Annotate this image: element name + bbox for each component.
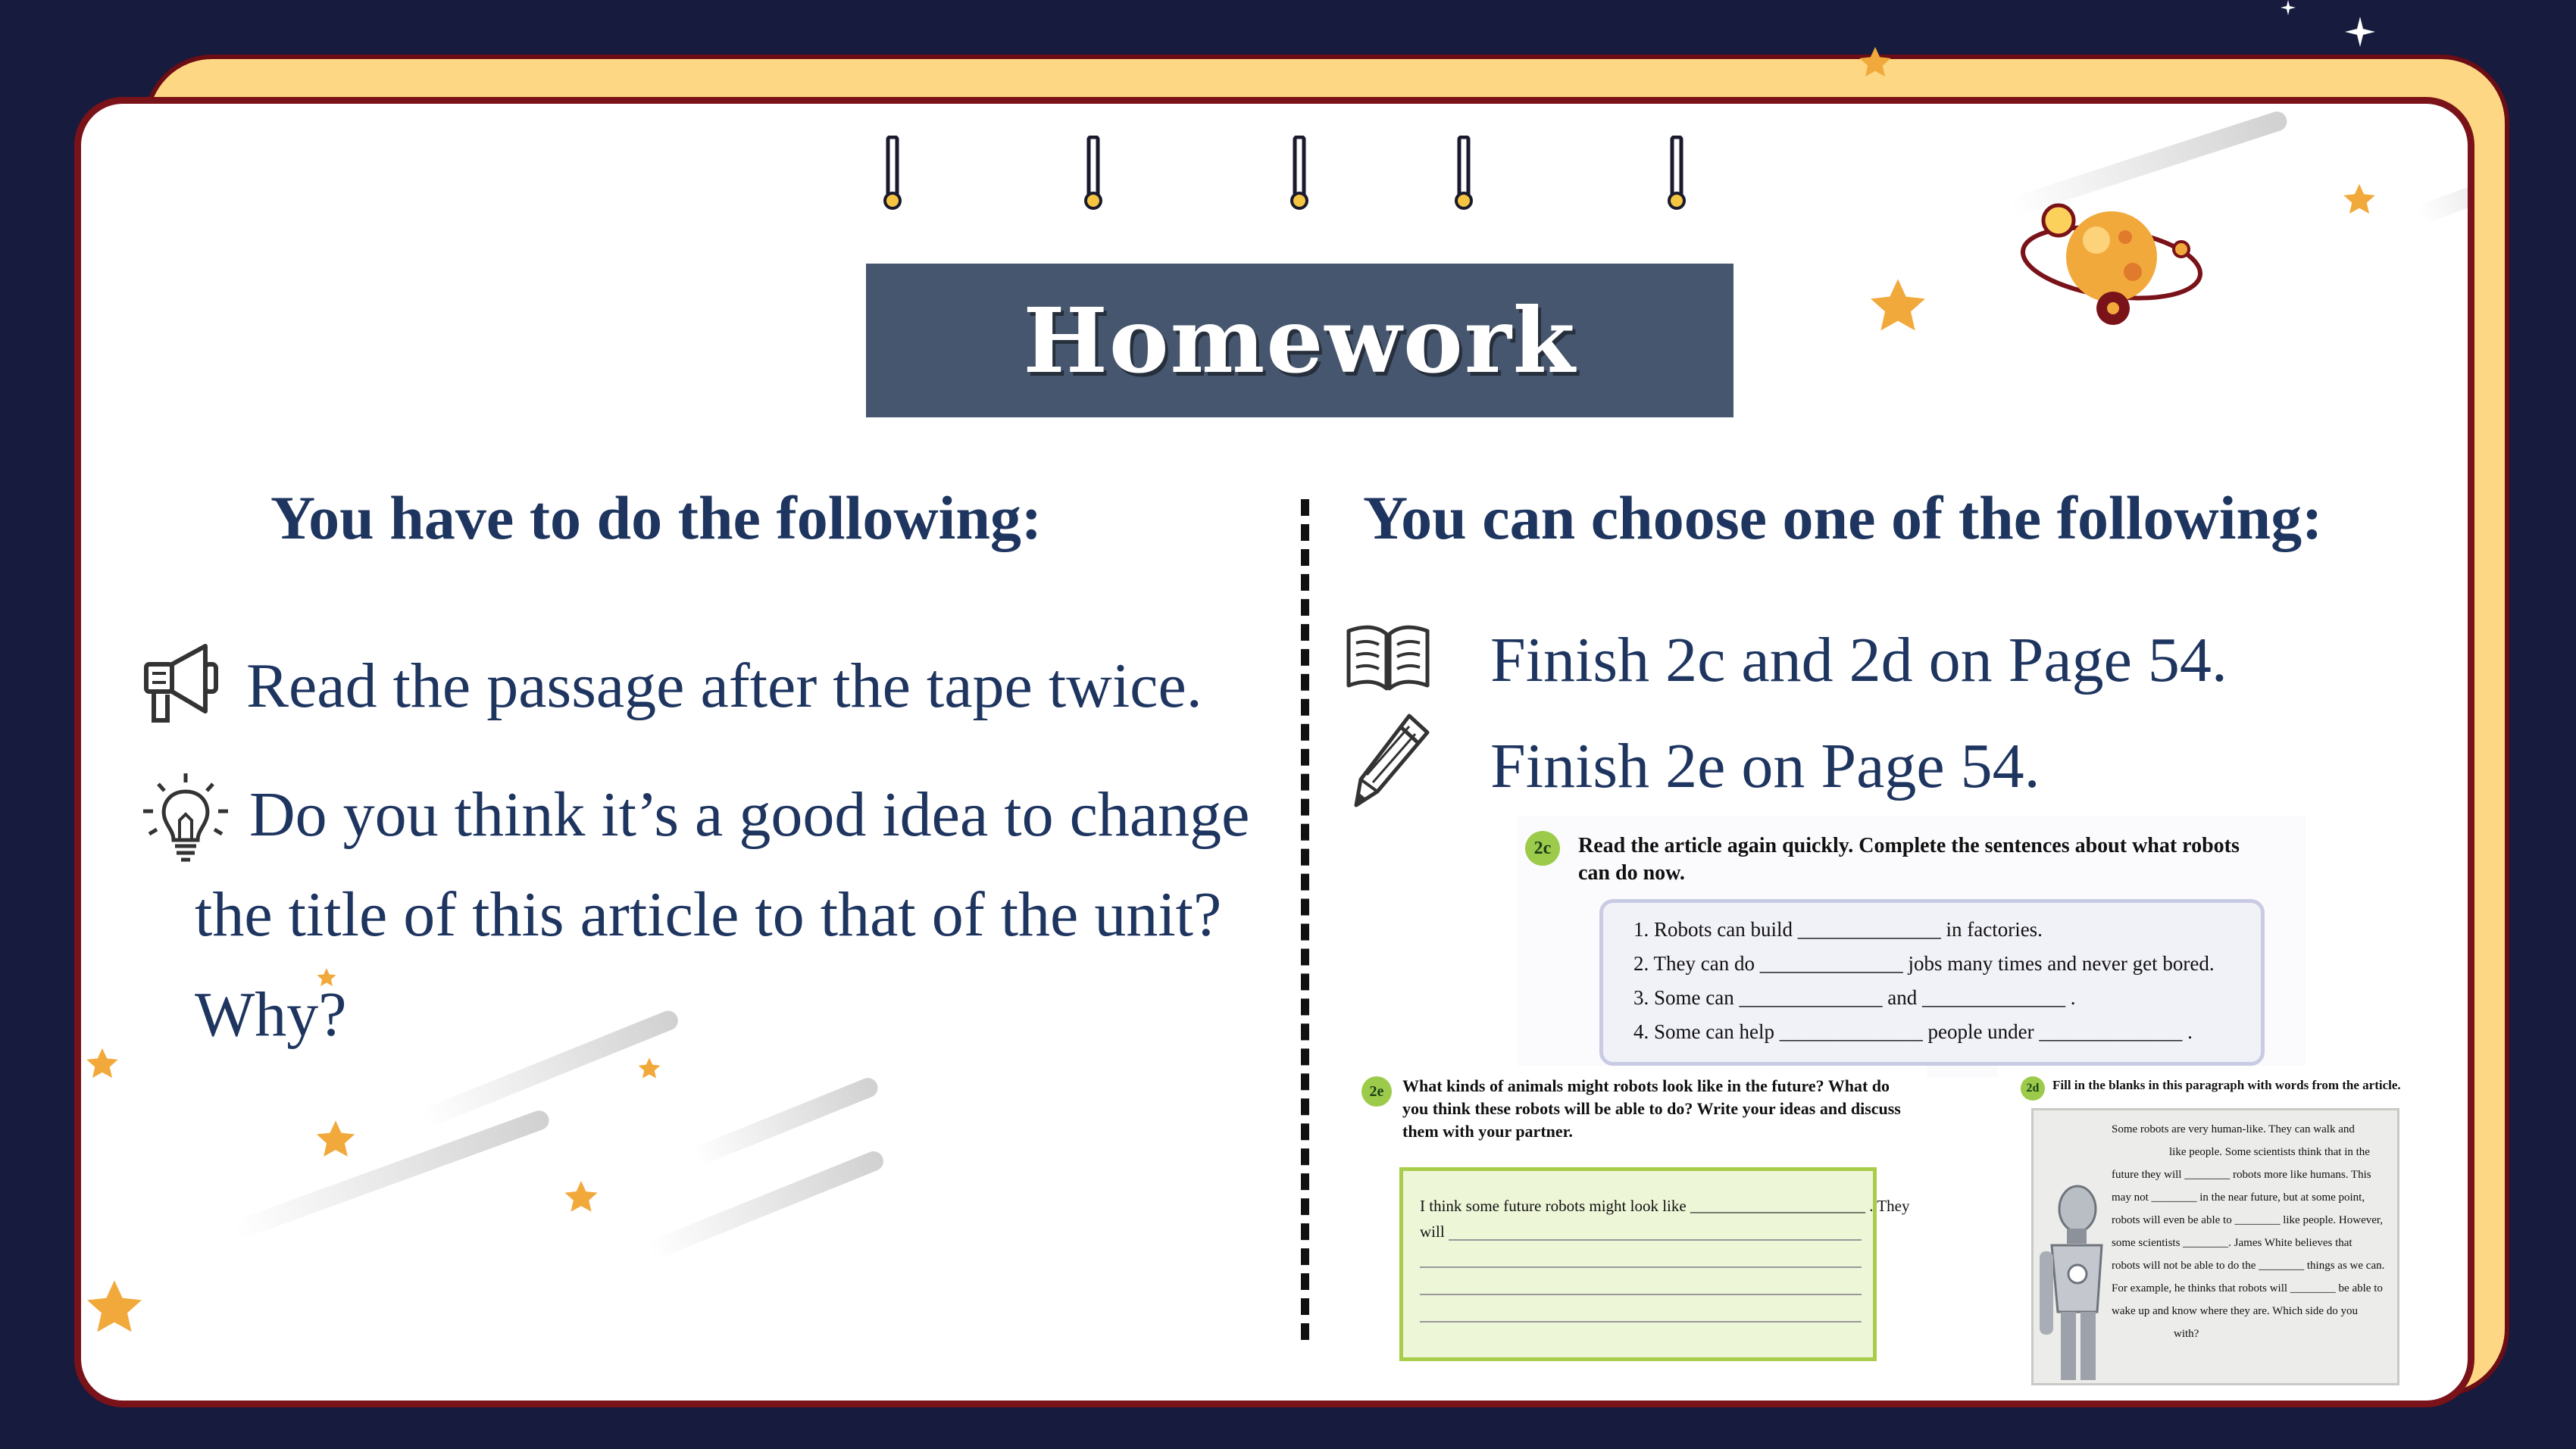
binder-ring <box>883 136 902 213</box>
worksheet-2d <box>1998 1066 2422 1391</box>
megaphone-icon <box>142 642 225 732</box>
worksheet-2d-line: robots will even be able to ________ like people. However, <box>2112 1214 2384 1226</box>
worksheet-2e-answer-box: I think some future robots might look like ______________________ . They will <box>1399 1167 1877 1361</box>
worksheet-2d-line: with? <box>2174 1328 2199 1340</box>
worksheet-2c-item: 3. Some can ______________ and ______________ . <box>1633 986 2076 1009</box>
worksheet-2d-line: robots will not be able to do the ________ things as we can. <box>2112 1260 2385 1272</box>
star-icon <box>1868 276 1928 341</box>
required-task-2-line-2: the title of this article to that of the unit? <box>195 879 1222 950</box>
title-banner <box>866 264 1733 417</box>
slide-card <box>74 97 2474 1407</box>
worksheet-2c-box <box>1599 899 2265 1066</box>
worksheet-2d-line: may not ________ in the near future, but at some point, <box>2112 1191 2365 1204</box>
lightbulb-icon <box>140 770 231 869</box>
exercise-badge: 2c <box>1525 831 1560 866</box>
binder-ring <box>1668 136 1686 213</box>
sparkle-icon <box>2281 0 2296 19</box>
right-heading: You can choose one of the following: <box>1363 483 2323 552</box>
worksheet-2c-item: 2. They can do ______________ jobs many times and never get bored. <box>1633 952 2215 975</box>
worksheet-2e-instruction: you think these robots will be able to do? Write your ideas and discuss <box>1402 1099 1901 1118</box>
worksheet-2d-line: future they will ________ robots more like humans. This <box>2112 1169 2371 1181</box>
left-heading: You have to do the following: <box>270 483 1043 552</box>
binder-ring <box>1084 136 1102 213</box>
worksheet-2d-line: some scientists ________. James White believes that <box>2112 1237 2352 1249</box>
exercise-badge: 2d <box>2021 1076 2045 1101</box>
optional-task-1: Finish 2c and 2d on Page 54. <box>1490 625 2227 695</box>
star-icon <box>84 1278 145 1342</box>
worksheet-2c-instruction-2: can do now. <box>1578 861 1685 885</box>
binder-ring <box>1455 136 1473 213</box>
required-task-2-line-3: Why? <box>195 979 347 1050</box>
binder-ring <box>1290 136 1308 213</box>
star-icon <box>563 1179 599 1219</box>
book-icon <box>1343 620 1433 700</box>
pencil-icon <box>1350 710 1433 816</box>
star-icon <box>85 1047 120 1085</box>
optional-task-2: Finish 2e on Page 54. <box>1490 731 2040 801</box>
worksheet-2d-instruction: Fill in the blanks in this paragraph with words from the article. <box>2052 1078 2401 1092</box>
required-task-1: Read the passage after the tape twice. <box>246 651 1202 721</box>
worksheet-2e-instruction: What kinds of animals might robots look like in the future? What do <box>1402 1076 1890 1095</box>
robot-image <box>2037 1183 2105 1380</box>
worksheet-2d-line: Some robots are very human-like. They can walk and <box>2112 1123 2355 1135</box>
worksheet-2c <box>1518 816 2306 1077</box>
worksheet-2c-item: 1. Robots can build ______________ in factories. <box>1633 918 2043 941</box>
exercise-badge: 2e <box>1361 1076 1392 1107</box>
star-icon <box>1858 45 1893 84</box>
star-icon <box>2342 183 2377 221</box>
star-icon <box>637 1057 661 1085</box>
column-divider <box>1301 499 1309 1340</box>
worksheet-2d-line: wake up and know where they are. Which side do you <box>2112 1305 2359 1317</box>
star-icon <box>314 1119 357 1165</box>
worksheet-2d-line: For example, he thinks that robots will ________ be able to <box>2112 1282 2383 1294</box>
required-task-2-line-1: Do you think it’s a good idea to change <box>249 779 1250 850</box>
worksheet-2c-item: 4. Some can help ______________ people under ______________ . <box>1633 1020 2193 1043</box>
worksheet-2d-line: like people. Some scientists think that in the <box>2169 1146 2370 1158</box>
sparkle-icon <box>2345 17 2375 51</box>
worksheet-2e <box>1351 1066 1927 1399</box>
page-title: Homework <box>1023 288 1577 393</box>
planet-icon <box>2013 187 2210 342</box>
worksheet-2e-instruction: them with your partner. <box>1402 1122 1573 1141</box>
worksheet-2c-instruction: Read the article again quickly. Complete the sentences about what robots <box>1578 834 2240 857</box>
